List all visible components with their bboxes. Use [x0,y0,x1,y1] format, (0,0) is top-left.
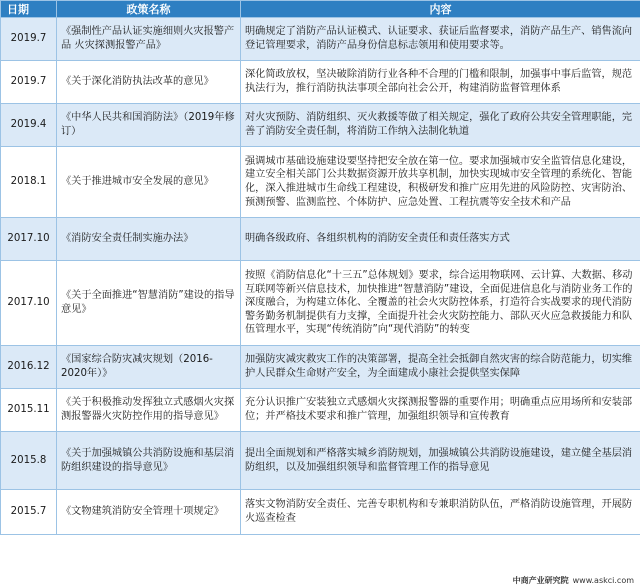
row-date: 2017.10 [1,218,57,261]
table-header-row [1,1,640,18]
table-row [1,104,640,147]
table-row [1,147,640,218]
table-row [1,490,640,535]
row-date: 2019.4 [1,104,57,147]
row-content: 提出全面规划和严格落实城乡消防规划，加强城镇公共消防设施建设，建立健全基层消防组织，以及加强组织领导和监督管理工作的指导意见 [241,432,640,490]
table-row [1,346,640,389]
row-date: 2015.8 [1,432,57,490]
row-date: 2019.7 [1,18,57,61]
row-content: 加强防灾减灾救灾工作的决策部署，提高全社会抵御自然灾害的综合防范能力，切实维护人民群众生命财产安全，为全面建成小康社会提供坚实保障 [241,346,640,389]
row-date: 2019.7 [1,61,57,104]
row-policy-name: 《消防安全责任制实施办法》 [57,218,241,261]
row-date: 2015.7 [1,490,57,535]
table-row [1,261,640,346]
row-date: 2015.11 [1,389,57,432]
header-date: 日期 [1,1,57,18]
header-content: 内容 [241,1,640,18]
table-row [1,18,640,61]
row-content: 明确规定了消防产品认证模式、认证要求、获证后监督要求，消防产品生产、销售流向登记管理要求，消防产品身份信息标志领用和使用要求等。 [241,18,640,61]
footer-url: www.askci.com [572,576,634,585]
table-row [1,61,640,104]
row-date: 2017.10 [1,261,57,346]
row-content: 按照《消防信息化“十三五”总体规划》要求，综合运用物联网、云计算、大数据、移动互联网等新兴信息技术，加快推进“智慧消防”建设，全面促进信息化与消防业务工作的深度融合，为构建立体化、全覆盖的社会火灾防控体系，打造符合实战要求的现代消防警务勤务机制提供有力支撑，全面提升社会火灾防控能力、部队灭火应急救援能力和队伍管理水平，实现“传统消防”向“现代消防”的转变 [241,261,640,346]
row-content: 对火灾预防、消防组织、灭火救援等做了相关规定，强化了政府公共安全管理职能，完善了消防安全责任制，将消防工作纳入法制化轨道 [241,104,640,147]
row-date: 2018.1 [1,147,57,218]
row-content: 落实文物消防安全责任、完善专职机构和专兼职消防队伍，严格消防设施管理，开展防火巡查检查 [241,490,640,535]
row-policy-name: 《关于加强城镇公共消防设施和基层消防组织建设的指导意见》 [57,432,241,490]
footer-brand: 中商产业研究院 [512,576,569,585]
row-date: 2016.12 [1,346,57,389]
row-content: 明确各级政府、各组织机构的消防安全责任和责任落实方式 [241,218,640,261]
row-content: 深化简政放权，坚决破除消防行业各种不合理的门槛和限制，加强事中事后监管，规范执法行为，推行消防执法事项全部向社会公开，构建消防监督管理体系 [241,61,640,104]
row-policy-name: 《国家综合防灾减灾规划（2016-2020年）》 [57,346,241,389]
row-policy-name: 《关于积极推动发挥独立式感烟火灾探测报警器火灾防控作用的指导意见》 [57,389,241,432]
row-policy-name: 《强制性产品认证实施细则火灾报警产品 火灾探测报警产品》 [57,18,241,61]
table-row [1,218,640,261]
header-name: 政策名称 [57,1,241,18]
table-row [1,432,640,490]
row-content: 充分认识推广安装独立式感烟火灾探测报警器的重要作用；明确重点应用场所和安装部位；并严格技术要求和推广管理，加强组织领导和宣传教育 [241,389,640,432]
row-policy-name: 《关于深化消防执法改革的意见》 [57,61,241,104]
row-policy-name: 《关于推进城市安全发展的意见》 [57,147,241,218]
row-policy-name: 《中华人民共和国消防法》（2019年修订） [57,104,241,147]
footer [513,575,634,586]
row-policy-name: 《文物建筑消防安全管理十项规定》 [57,490,241,535]
row-content: 强调城市基础设施建设要坚持把安全放在第一位。要求加强城市安全监管信息化建设，建立安全相关部门公共数据资源开放共享机制，加快实现城市安全管理的系统化、智能化，深入推进城市生命线工程建设，积极研发和推广应用先进的风险防控、灾害防治、预测预警、监测监控、个体防护、应急处置、工程抗震等安全技术和产品 [241,147,640,218]
table-row [1,389,640,432]
row-policy-name: 《关于全面推进“智慧消防”建设的指导意见》 [57,261,241,346]
